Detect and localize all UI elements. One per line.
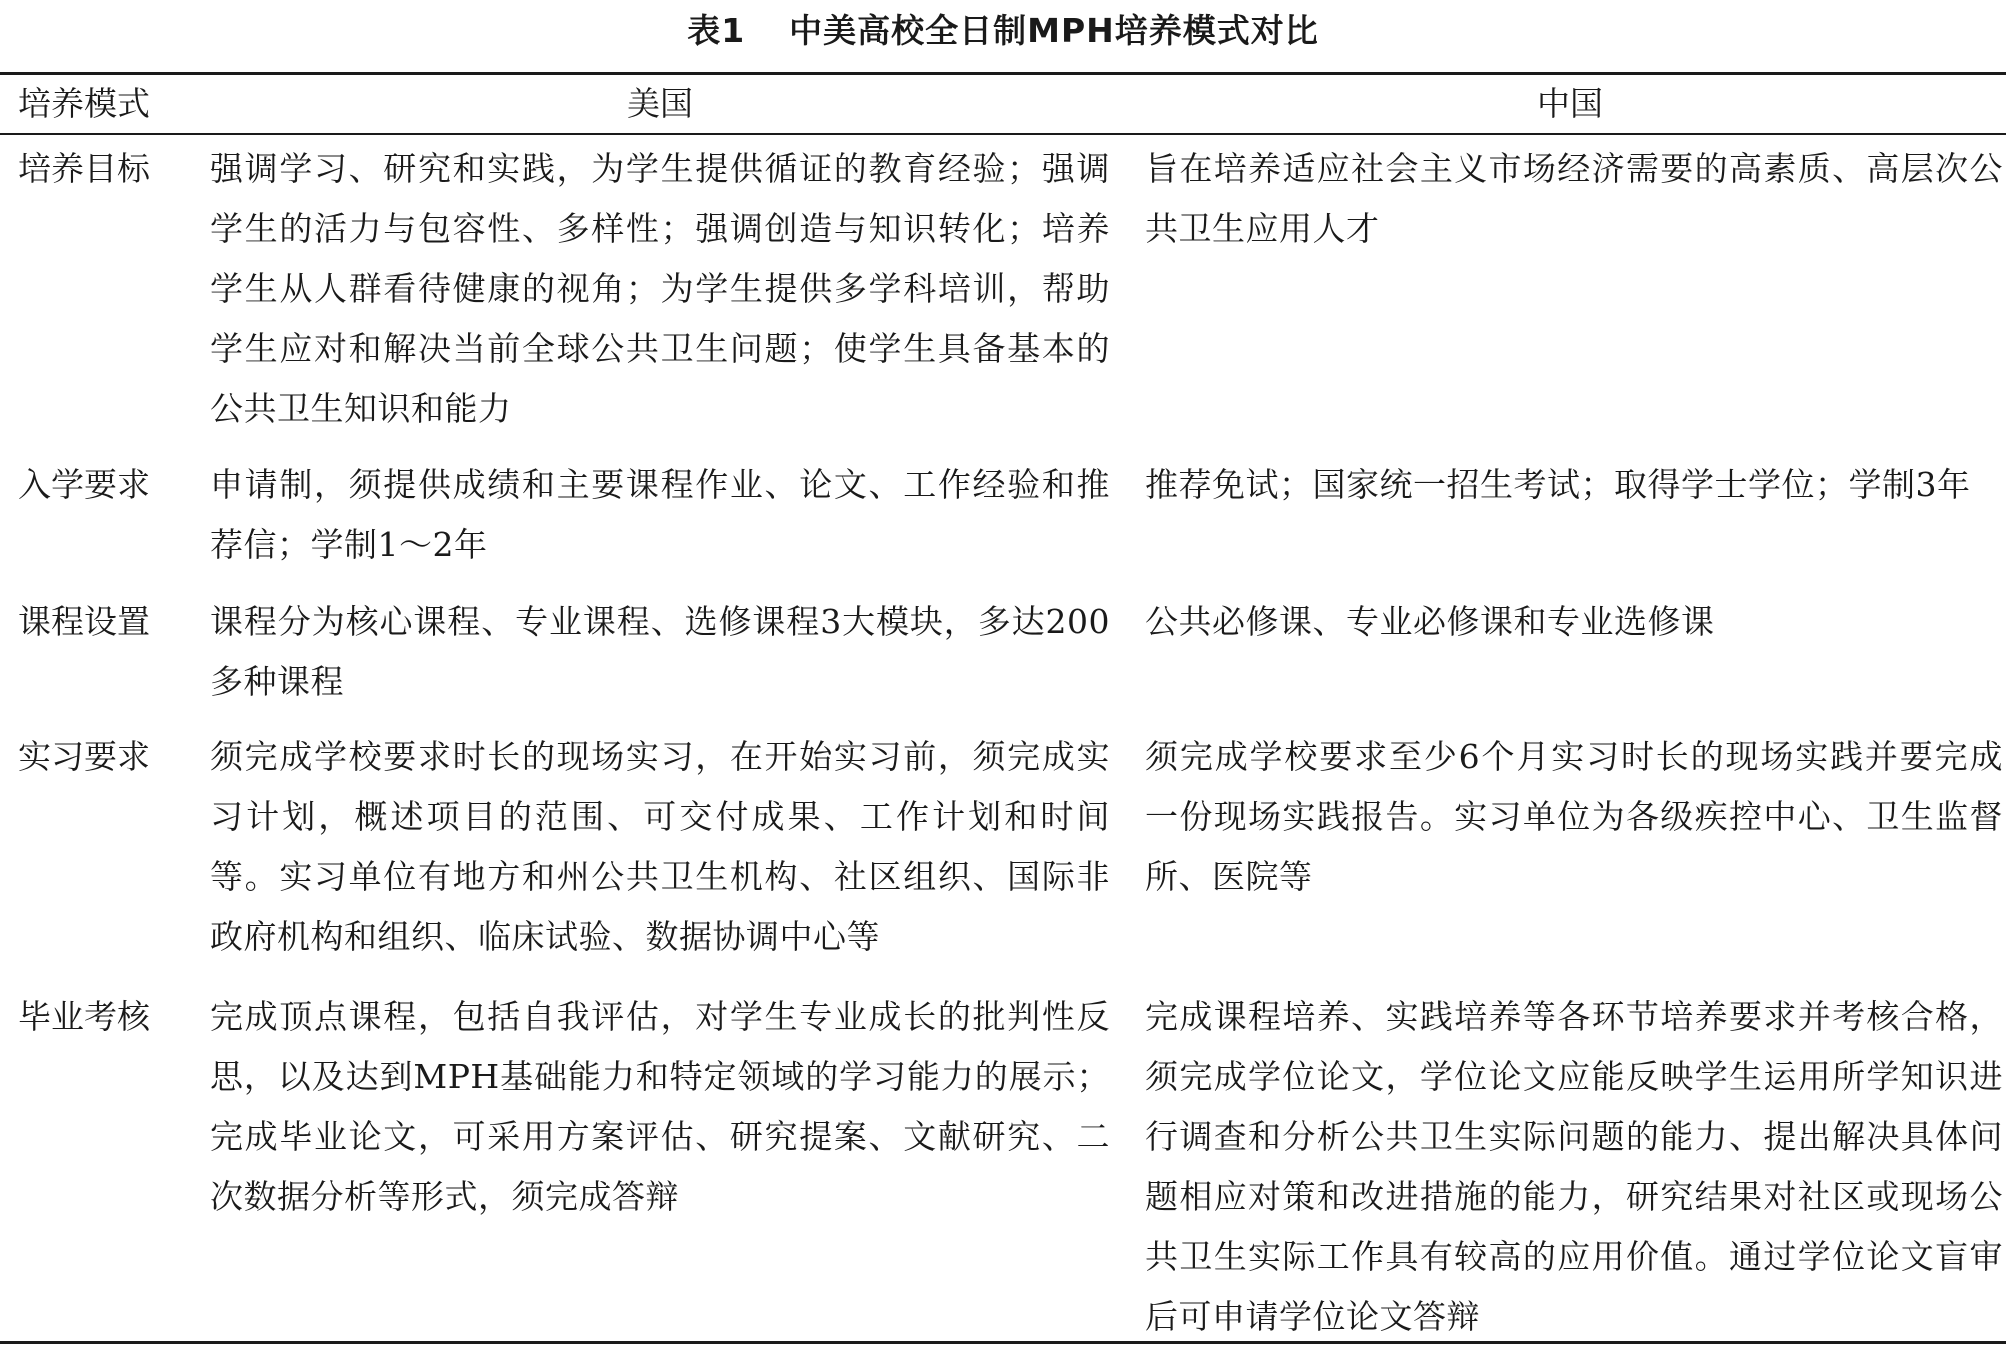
row-label-internship: 实习要求: [18, 737, 150, 776]
cell-curriculum-usa: 课程分为核心课程、专业课程、选修课程3大模块，多达200多种课程: [210, 602, 1110, 701]
row-label-curriculum: 课程设置: [18, 602, 150, 641]
header-usa: 美国: [627, 84, 693, 123]
cell-goal-china: 旨在培养适应社会主义市场经济需要的高素质、高层次公共卫生应用人才: [1145, 149, 2003, 248]
cell-internship-china: 须完成学校要求至少6个月实习时长的现场实践并要完成一份现场实践报告。实习单位为各级疾控中心、卫生监督所、医院等: [1145, 737, 2003, 896]
cell-goal-usa: 强调学习、研究和实践，为学生提供循证的教育经验；强调学生的活力与包容性、多样性；强调创造与知识转化；培养学生从人群看待健康的视角；为学生提供多学科培训，帮助学生应对和解决当前全球公共卫生问题；使学生具备基本的公共卫生知识和能力: [210, 149, 1110, 428]
header-china: 中国: [1537, 84, 1603, 123]
cell-admission-china: 推荐免试；国家统一招生考试；取得学士学位；学制3年: [1145, 465, 1971, 504]
header-training-mode: 培养模式: [18, 84, 150, 123]
cell-graduation-usa: 完成顶点课程，包括自我评估，对学生专业成长的批判性反思，以及达到MPH基础能力和特定领域的学习能力的展示；完成毕业论文，可采用方案评估、研究提案、文献研究、二次数据分析等形式，须完成答辩: [210, 997, 1110, 1216]
cell-graduation-china: 完成课程培养、实践培养等各环节培养要求并考核合格，须完成学位论文，学位论文应能反映学生运用所学知识进行调查和分析公共卫生实际问题的能力、提出解决具体问题相应对策和改进措施的能力，研究结果对社区或现场公共卫生实际工作具有较高的应用价值。通过学位论文盲审后可申请学位论文答辩: [1145, 997, 2003, 1336]
row-label-admission: 入学要求: [18, 465, 150, 504]
table-bottom-rule: [0, 1341, 2006, 1344]
table-header-rule: [0, 133, 2006, 135]
table-number: 表1: [687, 11, 746, 50]
cell-admission-usa: 申请制，须提供成绩和主要课程作业、论文、工作经验和推荐信；学制1～2年: [210, 465, 1110, 564]
table-title: 中美高校全日制MPH培养模式对比: [789, 11, 1319, 50]
row-label-graduation: 毕业考核: [18, 997, 150, 1036]
table-top-rule: [0, 72, 2006, 75]
cell-curriculum-china: 公共必修课、专业必修课和专业选修课: [1145, 602, 1715, 641]
cell-internship-usa: 须完成学校要求时长的现场实习，在开始实习前，须完成实习计划，概述项目的范围、可交付成果、工作计划和时间等。实习单位有地方和州公共卫生机构、社区组织、国际非政府机构和组织、临床试验、数据协调中心等: [210, 737, 1110, 956]
table-caption: [0, 6, 2006, 56]
row-label-goal: 培养目标: [18, 149, 150, 188]
